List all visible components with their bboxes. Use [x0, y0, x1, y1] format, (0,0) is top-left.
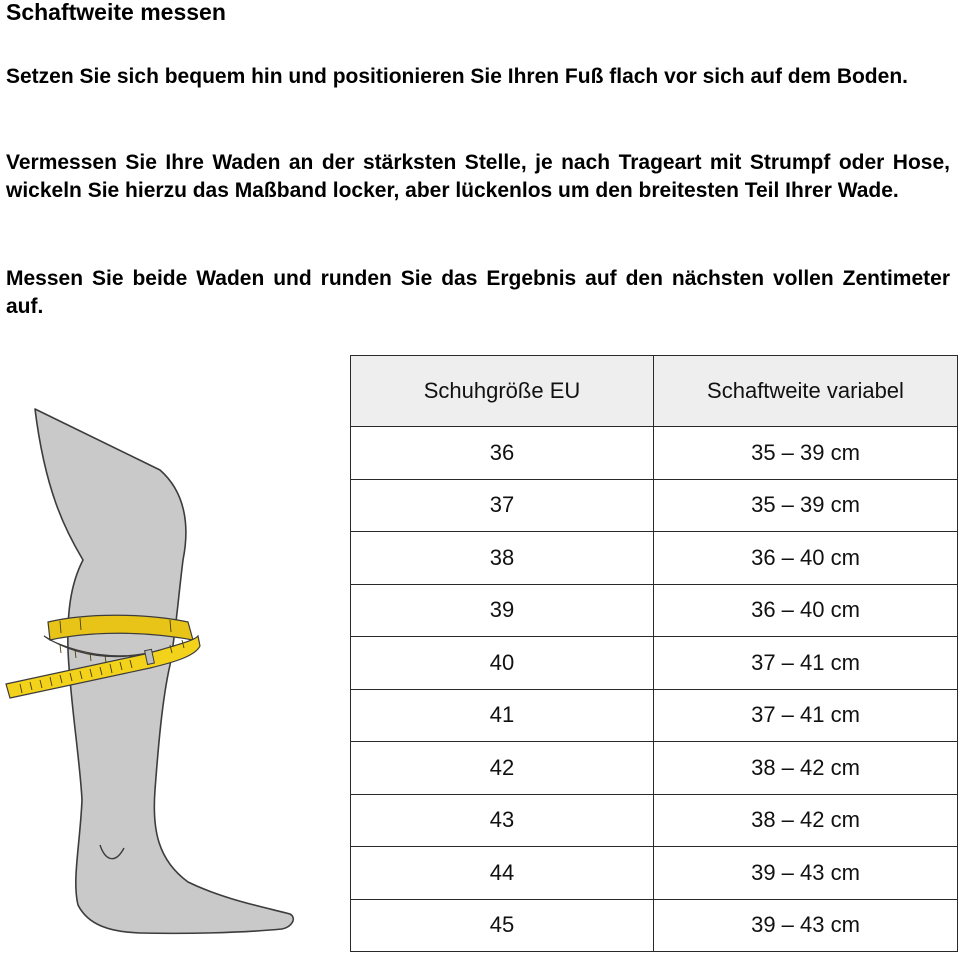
table-header-row — [351, 356, 958, 427]
instruction-paragraph-3: Messen Sie beide Waden und runden Sie das Ergebnis auf den nächsten vollen Zentimeter auf. — [6, 267, 950, 318]
shaft-width-cell: 38 – 42 cm — [654, 794, 958, 847]
table-row — [351, 847, 958, 900]
shaft-width-cell: 38 – 42 cm — [654, 742, 958, 795]
shoe-size-cell: 40 — [351, 637, 654, 690]
column-header-shaft-width: Schaftweite variabel — [654, 356, 958, 427]
shaft-width-cell: 37 – 41 cm — [654, 689, 958, 742]
shaft-width-cell: 35 – 39 cm — [654, 479, 958, 532]
table-row — [351, 899, 958, 952]
shoe-size-cell: 38 — [351, 532, 654, 585]
size-table — [350, 355, 958, 952]
table-row — [351, 427, 958, 480]
table-row — [351, 637, 958, 690]
table-row — [351, 689, 958, 742]
leg-with-measuring-tape-icon — [0, 400, 310, 960]
column-header-shoe-size: Schuhgröße EU — [351, 356, 654, 427]
instruction-paragraph-1: Setzen Sie sich bequem hin und positionieren Sie Ihren Fuß flach vor sich auf dem Boden. — [6, 65, 908, 88]
shoe-size-cell: 44 — [351, 847, 654, 900]
table-row — [351, 479, 958, 532]
shoe-size-cell: 36 — [351, 427, 654, 480]
shoe-size-cell: 42 — [351, 742, 654, 795]
shaft-width-cell: 39 – 43 cm — [654, 899, 958, 952]
shaft-width-cell: 37 – 41 cm — [654, 637, 958, 690]
page-title: Schaftweite messen — [6, 0, 226, 25]
instruction-paragraph-2: Vermessen Sie Ihre Waden an der stärksten Stelle, je nach Trageart mit Strumpf oder Hose, wickeln Sie hierzu das Maßband locker, aber lückenlos um den breitesten Teil Ihrer Wade. — [6, 151, 950, 202]
shaft-width-cell: 35 – 39 cm — [654, 427, 958, 480]
shaft-width-cell: 36 – 40 cm — [654, 584, 958, 637]
shaft-width-cell: 36 – 40 cm — [654, 532, 958, 585]
shoe-size-cell: 37 — [351, 479, 654, 532]
shoe-size-cell: 45 — [351, 899, 654, 952]
table-row — [351, 794, 958, 847]
table-row — [351, 532, 958, 585]
table-row — [351, 584, 958, 637]
shaft-width-cell: 39 – 43 cm — [654, 847, 958, 900]
table-row — [351, 742, 958, 795]
shoe-size-cell: 39 — [351, 584, 654, 637]
shoe-size-cell: 41 — [351, 689, 654, 742]
shoe-size-cell: 43 — [351, 794, 654, 847]
